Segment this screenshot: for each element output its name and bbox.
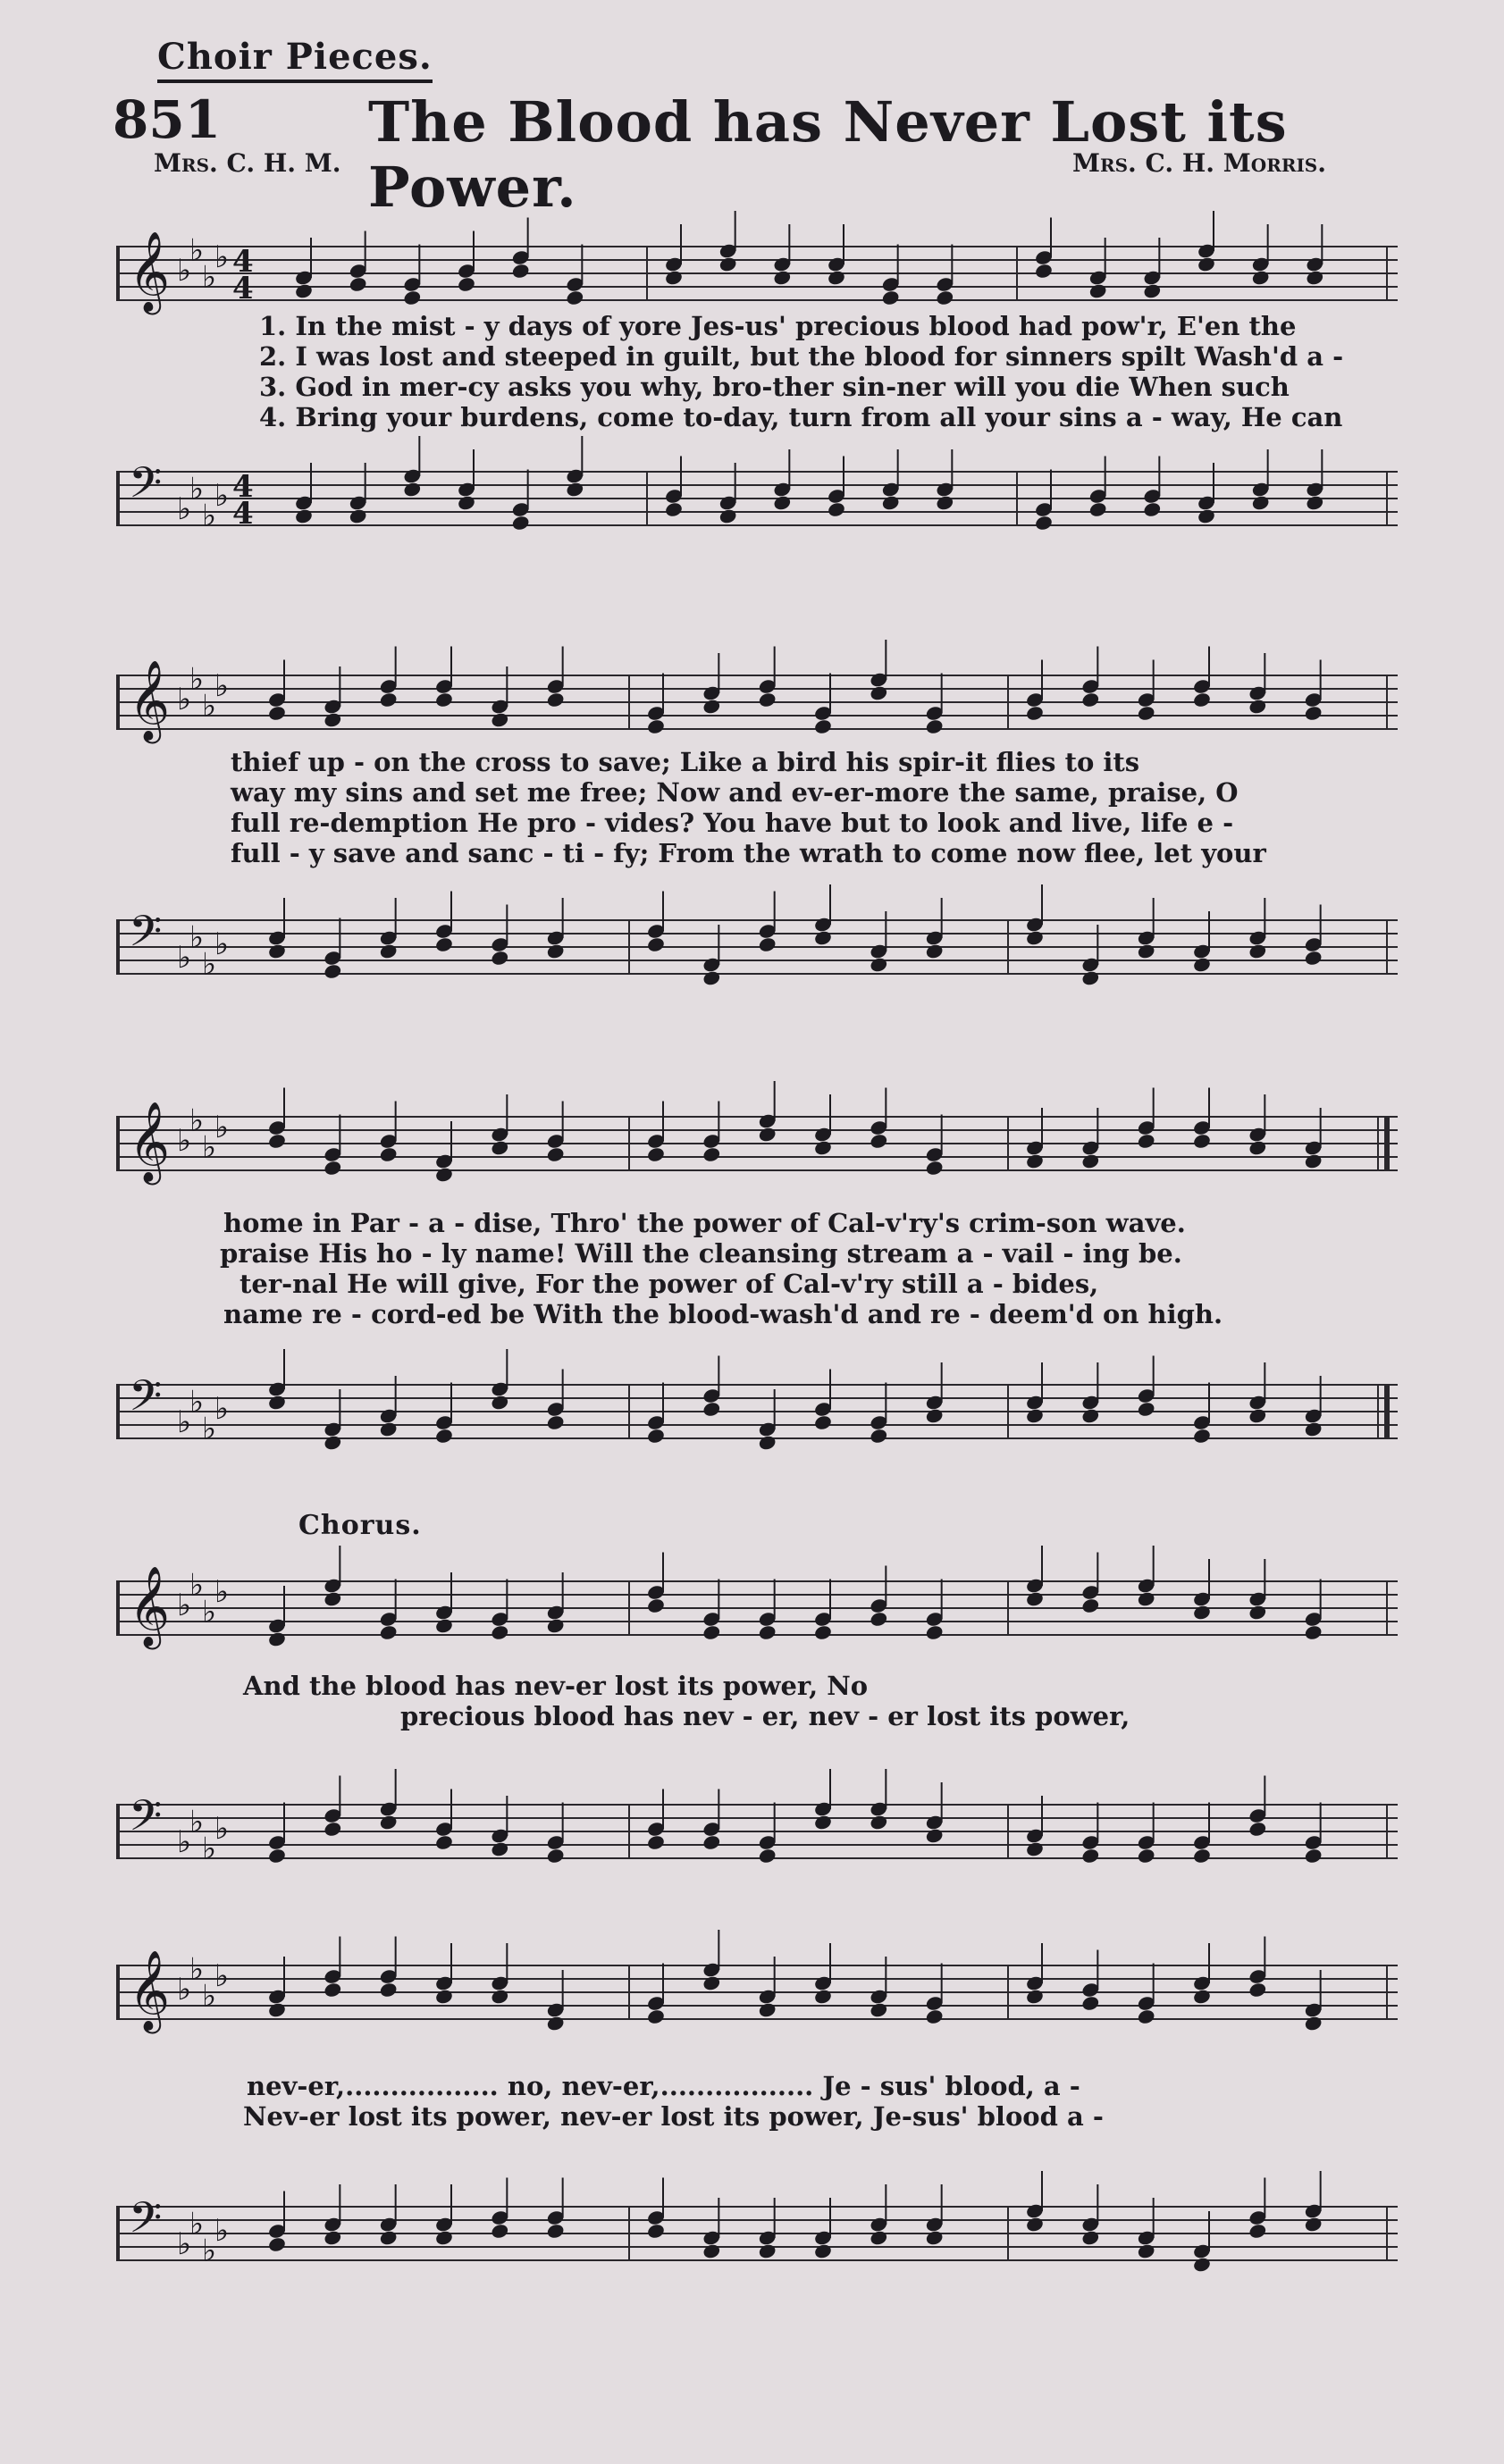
- treble-clef-icon: 𝄞: [129, 231, 171, 312]
- note-head: [702, 1146, 721, 1163]
- note-head: [718, 256, 738, 272]
- note-head: [546, 1414, 566, 1431]
- note-head: [925, 943, 945, 960]
- note-head: [546, 1617, 566, 1634]
- note-head: [869, 1814, 888, 1831]
- note-head: [1088, 282, 1108, 299]
- note-head: [457, 494, 476, 511]
- time-signature-top: 4: [232, 469, 254, 505]
- note-head: [1304, 950, 1323, 967]
- note-head: [1080, 969, 1100, 986]
- note-head: [646, 1146, 666, 1163]
- note-head: [1034, 515, 1054, 532]
- flat-icon: ♭: [214, 1958, 230, 1994]
- note-head: [702, 1401, 721, 1418]
- note-head: [546, 1848, 566, 1865]
- note-head: [379, 691, 399, 708]
- note-head: [702, 698, 721, 715]
- note-head: [546, 2223, 566, 2240]
- note-head: [758, 2001, 777, 2018]
- note-head: [1251, 494, 1271, 511]
- treble-clef-icon: 𝄞: [129, 1566, 171, 1647]
- flat-icon: ♭: [189, 232, 205, 269]
- note-head: [267, 1133, 287, 1150]
- bass-staff: [98, 884, 1405, 1010]
- note-head: [323, 1590, 342, 1607]
- flat-icon: ♭: [214, 1391, 230, 1427]
- lyric-line: full re-demption He pro - vides? You have but to look and live, life e -: [231, 808, 1234, 838]
- note-head: [1197, 256, 1216, 272]
- note-head: [1248, 943, 1267, 960]
- note-head: [1192, 691, 1212, 708]
- note-head: [1248, 1139, 1267, 1156]
- hymn-title: The Blood has Never Lost its Power.: [368, 89, 1288, 220]
- note-head: [1025, 1840, 1045, 1857]
- note-head: [702, 2242, 721, 2259]
- note-head: [813, 929, 833, 946]
- note-head: [925, 1827, 945, 1844]
- lyric-line: 2. I was lost and steeped in guilt, but the blood for sinners spilt Wash'd a -: [259, 341, 1344, 372]
- lyric-line: way my sins and set me free; Now and ev-er-more the same, praise, O: [231, 777, 1239, 808]
- note-head: [379, 1421, 399, 1437]
- note-head: [349, 276, 368, 293]
- note-head: [1137, 705, 1156, 722]
- note-head: [758, 1434, 777, 1451]
- section-heading: Choir Pieces.: [157, 36, 433, 83]
- composer-credit: Mrs. C. H. Morris.: [1072, 148, 1326, 178]
- flat-icon: ♭: [214, 1574, 230, 1610]
- note-head: [434, 691, 454, 708]
- note-head: [646, 936, 666, 953]
- flat-icon: ♭: [202, 1978, 217, 2015]
- flat-icon: ♭: [177, 940, 192, 976]
- note-head: [646, 1597, 666, 1614]
- note-head: [546, 2015, 566, 2032]
- flat-icon: ♭: [202, 1831, 217, 1867]
- note-head: [434, 1617, 454, 1634]
- flat-icon: ♭: [202, 688, 217, 725]
- note-head: [546, 943, 566, 960]
- note-head: [646, 2223, 666, 2240]
- note-head: [1192, 1604, 1212, 1621]
- note-head: [1137, 2242, 1156, 2259]
- note-head: [565, 289, 584, 306]
- note-head: [758, 2242, 777, 2259]
- flat-icon: ♭: [202, 498, 217, 534]
- bass-staff: [98, 1769, 1405, 1894]
- flat-icon: ♭: [202, 1594, 217, 1630]
- note-head: [664, 269, 684, 286]
- note-head: [758, 936, 777, 953]
- note-head: [1192, 1988, 1212, 2005]
- note-head: [267, 943, 287, 960]
- note-head: [758, 1848, 777, 1865]
- note-head: [869, 684, 888, 701]
- flat-icon: ♭: [202, 1411, 217, 1447]
- note-head: [646, 1834, 666, 1851]
- treble-staff: [98, 640, 1405, 765]
- note-head: [267, 705, 287, 722]
- treble-clef-icon: 𝄞: [129, 660, 171, 741]
- note-head: [718, 507, 738, 524]
- lyric-line: praise His ho - ly name! Will the cleansing stream a - vail - ing be.: [220, 1238, 1182, 1269]
- note-head: [379, 1982, 399, 1999]
- note-head: [1192, 1133, 1212, 1150]
- note-head: [349, 507, 368, 524]
- note-head: [935, 494, 954, 511]
- flat-icon: ♭: [214, 926, 230, 962]
- note-head: [1025, 929, 1045, 946]
- note-head: [1142, 282, 1162, 299]
- note-head: [925, 718, 945, 735]
- flat-icon: ♭: [177, 1972, 192, 2007]
- lyric-line: 1. In the mist - y days of yore Jes-us' precious blood had pow'r, E'en the: [259, 311, 1297, 341]
- note-head: [323, 1160, 342, 1177]
- note-head: [490, 1988, 509, 2005]
- note-head: [1248, 1982, 1267, 1999]
- treble-clef-icon: 𝄞: [129, 1950, 171, 2031]
- note-head: [511, 263, 531, 280]
- lyric-line: ter-nal He will give, For the power of Cal-v'ry still a - bides,: [239, 1269, 1099, 1299]
- note-head: [925, 1624, 945, 1641]
- note-head: [490, 1840, 509, 1857]
- flat-icon: ♭: [214, 1811, 230, 1847]
- lyric-line: thief up - on the cross to save; Like a bird his spir-it flies to its: [231, 747, 1140, 777]
- note-head: [1304, 2015, 1323, 2032]
- note-head: [813, 2242, 833, 2259]
- note-head: [1025, 705, 1045, 722]
- note-head: [1080, 1407, 1100, 1424]
- note-head: [881, 494, 901, 511]
- treble-clef-icon: 𝄞: [129, 1102, 171, 1182]
- note-head: [294, 507, 314, 524]
- note-head: [434, 936, 454, 953]
- flat-icon: ♭: [202, 259, 217, 296]
- bass-staff: [98, 2171, 1405, 2296]
- note-head: [1025, 1407, 1045, 1424]
- note-head: [1137, 1401, 1156, 1418]
- note-head: [1192, 956, 1212, 973]
- note-head: [646, 718, 666, 735]
- note-head: [758, 691, 777, 708]
- note-head: [379, 1814, 399, 1831]
- note-head: [267, 1848, 287, 1865]
- lyric-line: Nev-er lost its power, nev-er lost its power, Je-sus' blood a -: [243, 2101, 1104, 2132]
- flat-icon: ♭: [214, 2213, 230, 2249]
- flat-icon: ♭: [177, 253, 192, 289]
- bass-staff: [98, 1349, 1405, 1474]
- lyric-line: full - y save and sanc - ti - fy; From the wrath to come now flee, let your: [231, 838, 1266, 868]
- note-head: [457, 276, 476, 293]
- note-head: [1197, 507, 1216, 524]
- note-head: [1025, 2216, 1045, 2233]
- lyric-line: home in Par - a - dise, Thro' the power of Cal-v'ry's crim-son wave.: [223, 1208, 1186, 1238]
- note-head: [1192, 2256, 1212, 2273]
- lyric-line: And the blood has nev-er lost its power, No: [243, 1671, 869, 1701]
- lyric-line: name re - cord-ed be With the blood-wash'd and re - deem'd on high.: [223, 1299, 1223, 1329]
- note-head: [813, 1988, 833, 2005]
- note-head: [490, 711, 509, 728]
- note-head: [511, 515, 531, 532]
- note-head: [379, 1624, 399, 1641]
- note-head: [1080, 1995, 1100, 2012]
- note-head: [758, 1624, 777, 1641]
- flat-icon: ♭: [214, 1110, 230, 1145]
- flat-icon: ♭: [189, 919, 205, 956]
- note-head: [565, 481, 584, 498]
- note-head: [646, 2008, 666, 2025]
- flat-icon: ♭: [214, 668, 230, 704]
- note-head: [1034, 263, 1054, 280]
- note-head: [1192, 1428, 1212, 1445]
- lyricist-credit: Mrs. C. H. M.: [154, 148, 341, 178]
- note-head: [1304, 1848, 1323, 1865]
- flat-icon: ♭: [202, 2233, 217, 2269]
- note-head: [925, 2229, 945, 2246]
- chorus-label: Chorus.: [298, 1510, 422, 1541]
- note-head: [772, 269, 792, 286]
- note-head: [323, 1821, 342, 1838]
- note-head: [813, 1624, 833, 1641]
- note-head: [434, 1428, 454, 1445]
- note-head: [379, 2229, 399, 2246]
- note-head: [490, 2223, 509, 2240]
- flat-icon: ♭: [214, 478, 230, 514]
- note-head: [267, 2001, 287, 2018]
- flat-icon: ♭: [189, 2206, 205, 2242]
- flat-icon: ♭: [189, 1102, 205, 1139]
- note-head: [379, 943, 399, 960]
- note-head: [827, 501, 846, 518]
- note-head: [490, 1394, 509, 1411]
- note-head: [869, 1611, 888, 1628]
- note-head: [434, 1166, 454, 1183]
- note-head: [1305, 494, 1324, 511]
- note-head: [1248, 1821, 1267, 1838]
- note-head: [772, 494, 792, 511]
- flat-icon: ♭: [189, 1804, 205, 1840]
- note-head: [1080, 2229, 1100, 2246]
- note-head: [294, 282, 314, 299]
- note-head: [1248, 1604, 1267, 1621]
- note-head: [434, 1988, 454, 2005]
- bass-clef-icon: 𝄢: [129, 1370, 163, 1431]
- note-head: [646, 1428, 666, 1445]
- flat-icon: ♭: [202, 946, 217, 983]
- note-head: [267, 2236, 287, 2253]
- time-signature-top: 4: [232, 244, 254, 280]
- note-head: [827, 269, 846, 286]
- bass-staff: [98, 436, 1405, 561]
- flat-icon: ♭: [189, 661, 205, 698]
- hymn-number: 851: [113, 89, 222, 150]
- treble-staff: [98, 1930, 1405, 2055]
- note-head: [1304, 1152, 1323, 1169]
- note-head: [1142, 501, 1162, 518]
- note-head: [1304, 1624, 1323, 1641]
- note-head: [1025, 1590, 1045, 1607]
- note-head: [1137, 943, 1156, 960]
- note-head: [813, 1139, 833, 1156]
- note-head: [869, 1133, 888, 1150]
- note-head: [1305, 269, 1324, 286]
- note-head: [702, 1624, 721, 1641]
- flat-icon: ♭: [177, 491, 192, 527]
- note-head: [1304, 705, 1323, 722]
- note-head: [1248, 698, 1267, 715]
- lyric-line: nev-er,................. no, nev-er,................. Je - sus' blood, a -: [247, 2071, 1080, 2101]
- flat-icon: ♭: [189, 1951, 205, 1988]
- note-head: [490, 950, 509, 967]
- note-head: [546, 691, 566, 708]
- note-head: [490, 1139, 509, 1156]
- time-signature-bottom: 4: [232, 496, 254, 532]
- time-signature-bottom: 4: [232, 271, 254, 306]
- flat-icon: ♭: [177, 682, 192, 717]
- note-head: [702, 1834, 721, 1851]
- bass-clef-icon: 𝄢: [129, 457, 163, 518]
- bass-clef-icon: 𝄢: [129, 1790, 163, 1851]
- note-head: [402, 289, 422, 306]
- note-head: [1080, 1848, 1100, 1865]
- note-head: [267, 1630, 287, 1647]
- note-head: [267, 1394, 287, 1411]
- lyric-line: precious blood has nev - er, nev - er lost its power,: [400, 1701, 1130, 1731]
- note-head: [1080, 1152, 1100, 1169]
- note-head: [664, 501, 684, 518]
- note-head: [758, 1126, 777, 1143]
- bass-clef-icon: 𝄢: [129, 906, 163, 967]
- note-head: [1080, 1597, 1100, 1614]
- note-head: [323, 2229, 342, 2246]
- flat-icon: ♭: [202, 1129, 217, 1166]
- flat-icon: ♭: [177, 1588, 192, 1623]
- note-head: [935, 289, 954, 306]
- note-head: [1137, 1133, 1156, 1150]
- note-head: [1248, 2223, 1267, 2240]
- note-head: [379, 1146, 399, 1163]
- note-head: [869, 956, 888, 973]
- note-head: [323, 1982, 342, 1999]
- note-head: [813, 1414, 833, 1431]
- flat-icon: ♭: [189, 1384, 205, 1421]
- note-head: [869, 2001, 888, 2018]
- lyric-line: 3. God in mer-cy asks you why, bro-ther sin-ner will you die When such: [259, 372, 1290, 402]
- note-head: [1304, 1421, 1323, 1437]
- note-head: [323, 963, 342, 980]
- flat-icon: ♭: [177, 2226, 192, 2262]
- note-head: [925, 1160, 945, 1177]
- flat-icon: ♭: [177, 1404, 192, 1440]
- note-head: [1025, 1152, 1045, 1169]
- flat-icon: ♭: [177, 1123, 192, 1159]
- treble-staff: [98, 1546, 1405, 1671]
- note-head: [702, 969, 721, 986]
- note-head: [434, 1834, 454, 1851]
- flat-icon: ♭: [214, 239, 230, 275]
- bass-clef-icon: 𝄢: [129, 2192, 163, 2253]
- note-head: [813, 718, 833, 735]
- note-head: [1080, 691, 1100, 708]
- note-head: [1137, 2008, 1156, 2025]
- note-head: [869, 1428, 888, 1445]
- note-head: [434, 2229, 454, 2246]
- lyric-line: 4. Bring your burdens, come to-day, turn from all your sins a - way, He can: [259, 402, 1343, 432]
- note-head: [702, 1974, 721, 1991]
- flat-icon: ♭: [189, 471, 205, 507]
- note-head: [925, 2008, 945, 2025]
- note-head: [1137, 1848, 1156, 1865]
- note-head: [1248, 1407, 1267, 1424]
- note-head: [881, 289, 901, 306]
- note-head: [1025, 1988, 1045, 2005]
- note-head: [323, 711, 342, 728]
- note-head: [1251, 269, 1271, 286]
- note-head: [402, 481, 422, 498]
- note-head: [490, 1624, 509, 1641]
- note-head: [1088, 501, 1108, 518]
- flat-icon: ♭: [177, 1824, 192, 1860]
- note-head: [546, 1146, 566, 1163]
- note-head: [925, 1407, 945, 1424]
- flat-icon: ♭: [189, 1567, 205, 1604]
- note-head: [813, 1814, 833, 1831]
- note-head: [1192, 1848, 1212, 1865]
- note-head: [323, 1434, 342, 1451]
- note-head: [869, 2229, 888, 2246]
- note-head: [1137, 1590, 1156, 1607]
- note-head: [1304, 2216, 1323, 2233]
- treble-staff: [98, 1081, 1405, 1206]
